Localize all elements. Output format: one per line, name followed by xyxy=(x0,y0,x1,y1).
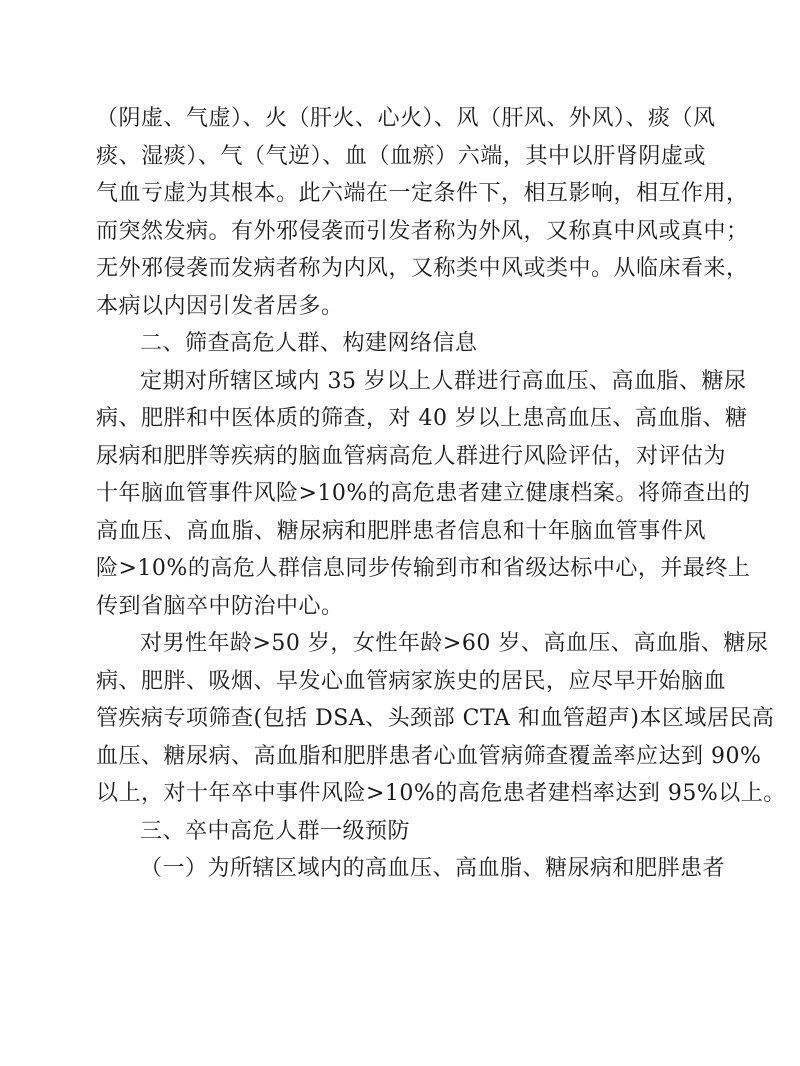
paragraph-screening-targets xyxy=(96,625,786,813)
document-page xyxy=(96,100,786,888)
text-line: 气血亏虚为其根本。此六端在一定条件下，相互影响，相互作用， xyxy=(96,181,749,206)
text-line: （一）为所辖区域内的高血压、高血脂、糖尿病和肥胖患者 xyxy=(140,856,726,881)
text-line: 而突然发病。有外邪侵袭而引发者称为外风，又称真中风或真中； xyxy=(96,218,749,244)
text-line: 尿病和肥胖等疾病的脑血管病高危人群进行风险评估，对评估为 xyxy=(96,443,727,469)
text-line: 血压、糖尿病、高血脂和肥胖患者心血管病筛查覆盖率应达到 90% xyxy=(96,743,762,769)
text-line: 本病以内因引发者居多。 xyxy=(96,293,344,319)
text-line: 无外邪侵袭而发病者称为内风，又称类中风或类中。从临床看来， xyxy=(96,256,749,281)
text-line: 以上，对十年卒中事件风险>10%的高危患者建档率达到 95%以上。 xyxy=(96,781,786,806)
text-line: 险>10%的高危人群信息同步传输到市和省级达标中心，并最终上 xyxy=(96,556,751,581)
text-line: 高血压、高血脂、糖尿病和肥胖患者信息和十年脑血管事件风 xyxy=(96,518,706,544)
text-line: 管疾病专项筛查(包括 DSA、头颈部 CTA 和血管超声)本区域居民高 xyxy=(96,706,775,731)
paragraph-prevention-item-1 xyxy=(96,850,726,888)
text-line: 痰、湿痰）、气（气逆）、血（血瘀）六端，其中以肝肾阴虚或 xyxy=(96,143,706,169)
section-heading-screening: 二、筛查高危人群、构建网络信息 xyxy=(140,331,478,356)
paragraph-screening-schedule xyxy=(96,363,751,626)
text-line: 定期对所辖区域内 35 岁以上人群进行高血压、高血脂、糖尿 xyxy=(140,368,747,394)
paragraph-etiology xyxy=(96,100,749,325)
text-line: 十年脑血管事件风险>10%的高危患者建立健康档案。将筛查出的 xyxy=(96,481,751,506)
text-line: 传到省脑卒中防治中心。 xyxy=(96,593,344,619)
text-line: 病、肥胖、吸烟、早发心血管病家族史的居民，应尽早开始脑血 xyxy=(96,668,727,694)
text-line: 对男性年龄>50 岁，女性年龄>60 岁、高血压、高血脂、糖尿 xyxy=(140,631,769,656)
text-line: （阴虚、气虚）、火（肝火、心火）、风（肝风、外风）、痰（风 xyxy=(96,106,716,131)
section-heading-prevention: 三、卒中高危人群一级预防 xyxy=(140,818,411,844)
text-line: 病、肥胖和中医体质的筛查，对 40 岁以上患高血压、高血脂、糖 xyxy=(96,406,748,431)
